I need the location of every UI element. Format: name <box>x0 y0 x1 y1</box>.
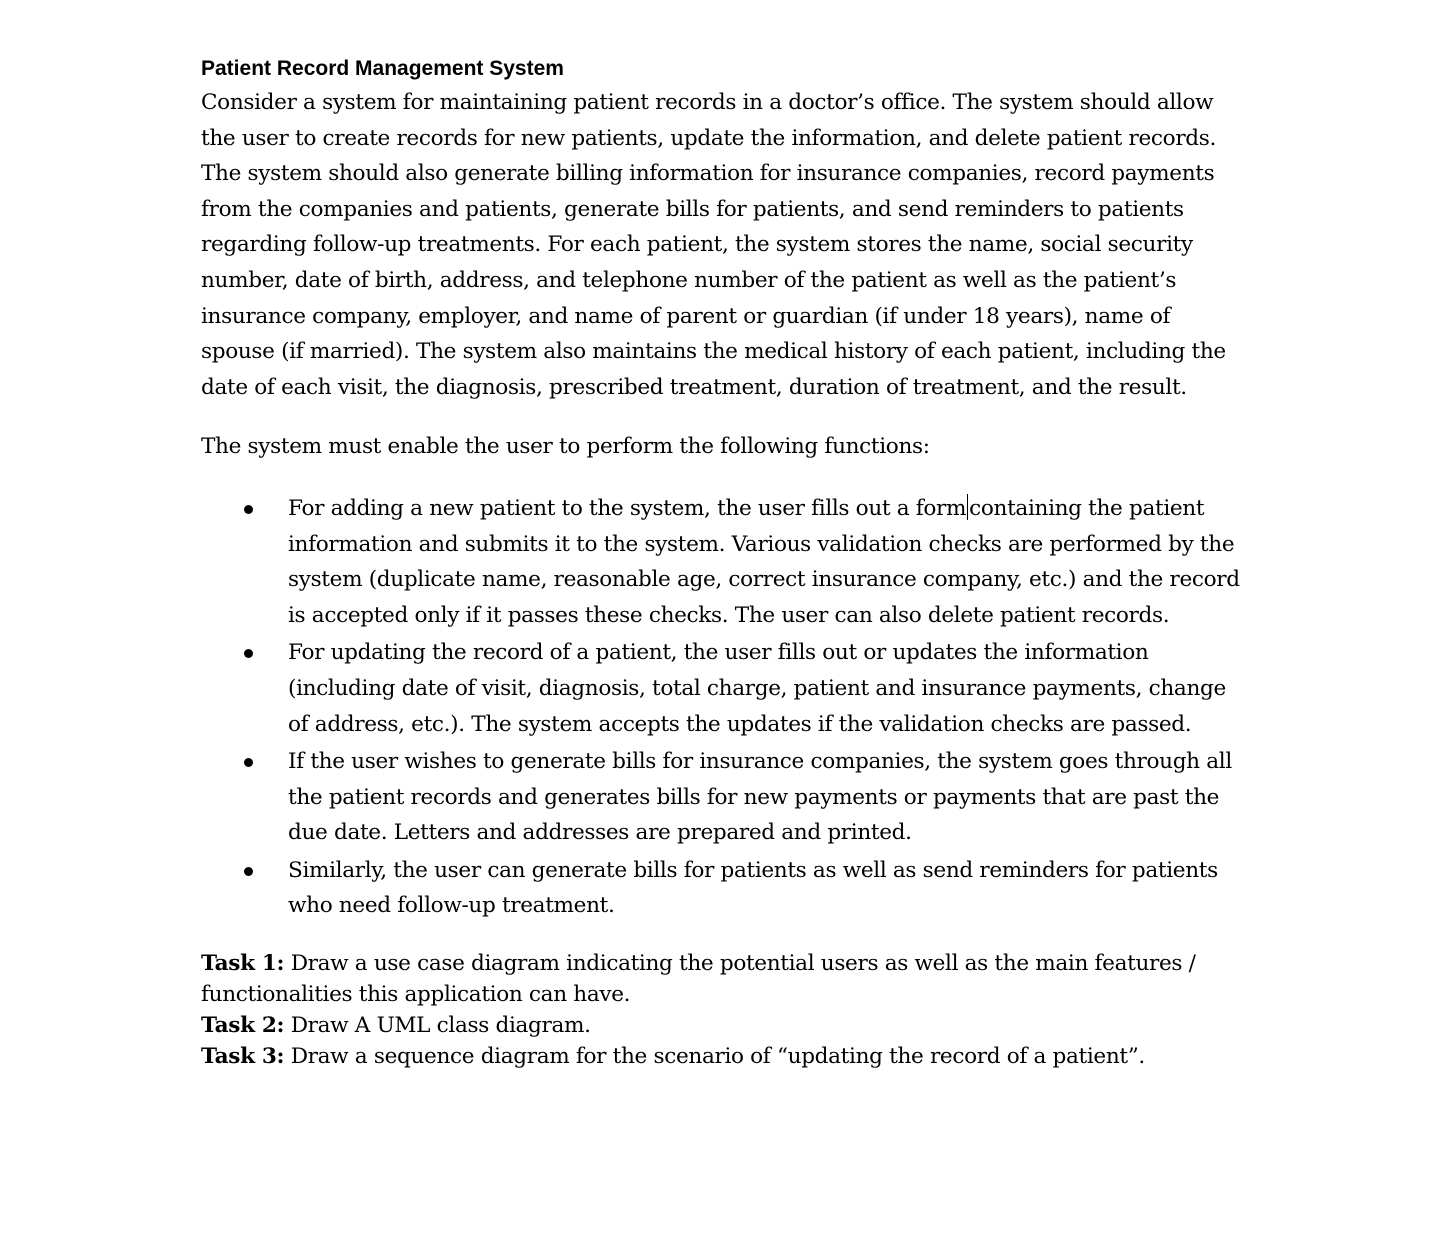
functions-lead-paragraph: The system must enable the user to perform the following functions: <box>201 434 930 460</box>
bullet-icon <box>244 758 253 767</box>
list-item <box>201 853 1241 924</box>
tasks-section <box>201 948 1241 1072</box>
list-item <box>201 491 1241 633</box>
task-3 <box>201 1041 1241 1072</box>
task-1 <box>201 948 1241 1010</box>
bullet-icon <box>244 867 253 876</box>
task-1-text: Draw a use case diagram indicating the potential users as well as the main features / functionalities this application can have. <box>201 951 1196 1008</box>
document-page[interactable] <box>201 54 1241 1072</box>
intro-paragraph: Consider a system for maintaining patient records in a doctor’s office. The system should allow the user to create records for new patients, update the information, and delete patient records. The system should also generate billing information for insurance companies, record payments from the companies and patients, generate bills for patients, and send reminders to patients regarding follow-up treatments. For each patient, the system stores the name, social security number, date of birth, address, and telephone number of the patient as well as the patient’s insurance company, employer, and name of parent or guardian (if under 18 years), name of spouse (if married). The system also maintains the medical history of each patient, including the date of each visit, the diagnosis, prescribed treatment, duration of treatment, and the result. <box>201 90 1226 400</box>
task-2-label: Task 2: <box>201 1013 285 1039</box>
bullet-icon <box>244 649 253 658</box>
bullet-text: For updating the record of a patient, the user fills out or updates the information (including date of visit, diagnosis, total charge, patient and insurance payments, change of address, etc.). The system accepts the updates if the validation checks are passed. <box>288 640 1226 737</box>
task-3-label: Task 3: <box>201 1044 285 1070</box>
bullet-text: If the user wishes to generate bills for insurance companies, the system goes through all the patient records and generates bills for new payments or payments that are past the due date. Letters and addresses are prepared and printed. <box>288 749 1232 846</box>
task-3-text: Draw a sequence diagram for the scenario of “updating the record of a patient”. <box>284 1044 1145 1070</box>
functions-list <box>201 491 1241 924</box>
task-2 <box>201 1010 1241 1041</box>
bullet-text-before-cursor: For adding a new patient to the system, the user fills out a form <box>288 495 967 521</box>
task-1-label: Task 1: <box>201 951 285 977</box>
bullet-icon <box>244 505 253 514</box>
bullet-text: Similarly, the user can generate bills for patients as well as send reminders for patients who need follow-up treatment. <box>288 857 1218 919</box>
list-item <box>201 744 1241 851</box>
list-item <box>201 635 1241 742</box>
bullet-text-after-cursor: containing the patient information and submits it to the system. Various validation checks are performed by the system (duplicate name, reasonable age, correct insurance company, etc.) and the record is accepted only if it passes these checks. The user can also delete patient records. <box>288 495 1240 628</box>
document-title: Patient Record Management System <box>201 57 564 80</box>
text-cursor <box>967 494 968 520</box>
task-2-text: Draw A UML class diagram. <box>284 1013 591 1039</box>
